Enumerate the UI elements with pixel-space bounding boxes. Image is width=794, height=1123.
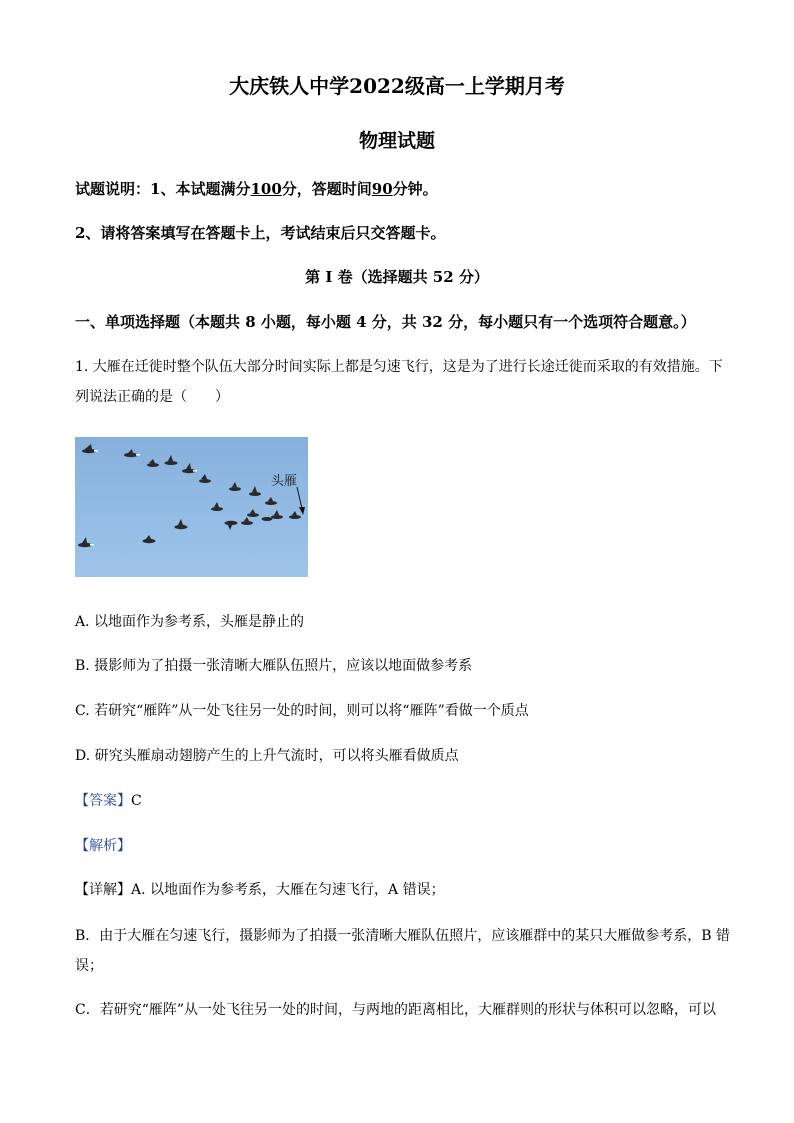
geese-flock-illustration [75, 437, 308, 577]
option-a: A. 以地面作为参考系，头雁是静止的 [75, 614, 305, 630]
option-d: D. 研究头雁扇动翅膀产生的上升气流时，可以将头雁看做质点 [75, 748, 459, 764]
option-b: B. 摄影师为了拍摄一张清晰大雁队伍照片，应该以地面做参考系 [75, 658, 473, 674]
detail-line-1 [75, 879, 445, 899]
full-score: 100 [250, 180, 282, 198]
goose [262, 517, 273, 521]
answer-line [75, 790, 142, 810]
part-heading: 一、单项选择题（本题共 8 小题，每小题 4 分，共 32 分，每小题只有一个选项符合题意。） [75, 313, 696, 331]
goose [82, 444, 98, 453]
goose [182, 463, 197, 473]
detail-tag: 【详解】 [75, 882, 131, 898]
goose [247, 509, 259, 517]
goose [78, 537, 94, 547]
goose [147, 459, 159, 467]
geese-photo [75, 437, 308, 577]
question-1-stem-line-2: 列说法正确的是（ ） [75, 389, 229, 405]
goose [165, 455, 178, 465]
goose [225, 521, 238, 530]
exam-subject: 物理试题 [358, 130, 435, 152]
analysis-tag: 【解析】 [75, 838, 131, 854]
detail-line-3: 误； [75, 958, 103, 974]
exam-time: 90 [371, 180, 393, 198]
goose [143, 535, 156, 543]
goose [249, 486, 261, 496]
instructions-prefix: 试题说明：1、本试题满分 [75, 180, 251, 198]
instructions-suffix: 分钟。 [392, 180, 438, 198]
instructions-line-2: 2、请将答案填写在答题卡上，考试结束后只交答题卡。 [75, 224, 446, 242]
leader-arrowhead [299, 507, 305, 515]
goose [229, 482, 241, 491]
goose [211, 502, 223, 511]
goose [289, 511, 301, 519]
detail-line-4: C．若研究“雁阵”从一处飞往另一处的时间，与两地的距离相比，大雁群则的形状与体积可以忽略，可以 [75, 1002, 717, 1018]
answer-value: C [131, 793, 142, 809]
answer-tag: 【答案】 [75, 793, 131, 809]
detail-a: A. 以地面作为参考系，大雁在匀速飞行，A 错误； [131, 882, 445, 898]
goose [265, 497, 277, 505]
goose [199, 474, 211, 483]
goose [271, 510, 283, 519]
goose [175, 519, 188, 529]
option-c: C. 若研究“雁阵”从一处飞往另一处的时间，则可以将“雁阵”看做一个质点 [75, 703, 529, 719]
exam-title: 大庆铁人中学2022级高一上学期月考 [229, 74, 565, 98]
detail-line-2: B．由于大雁在匀速飞行，摄影师为了拍摄一张清晰大雁队伍照片，应该雁群中的某只大雁做参考系，B 错 [75, 928, 731, 944]
goose [241, 517, 253, 525]
section-title: 第 I 卷（选择题共 52 分） [305, 268, 489, 286]
goose [124, 449, 140, 457]
lead-goose-label: 头雁 [271, 474, 298, 489]
question-1-stem-line-1: 1. 大雁在迁徙时整个队伍大部分时间实际上都是匀速飞行，这是为了进行长途迁徙而采取的有效措施。下 [75, 359, 723, 375]
instructions-mid: 分，答题时间 [281, 180, 372, 198]
instructions-line-1 [75, 178, 438, 199]
